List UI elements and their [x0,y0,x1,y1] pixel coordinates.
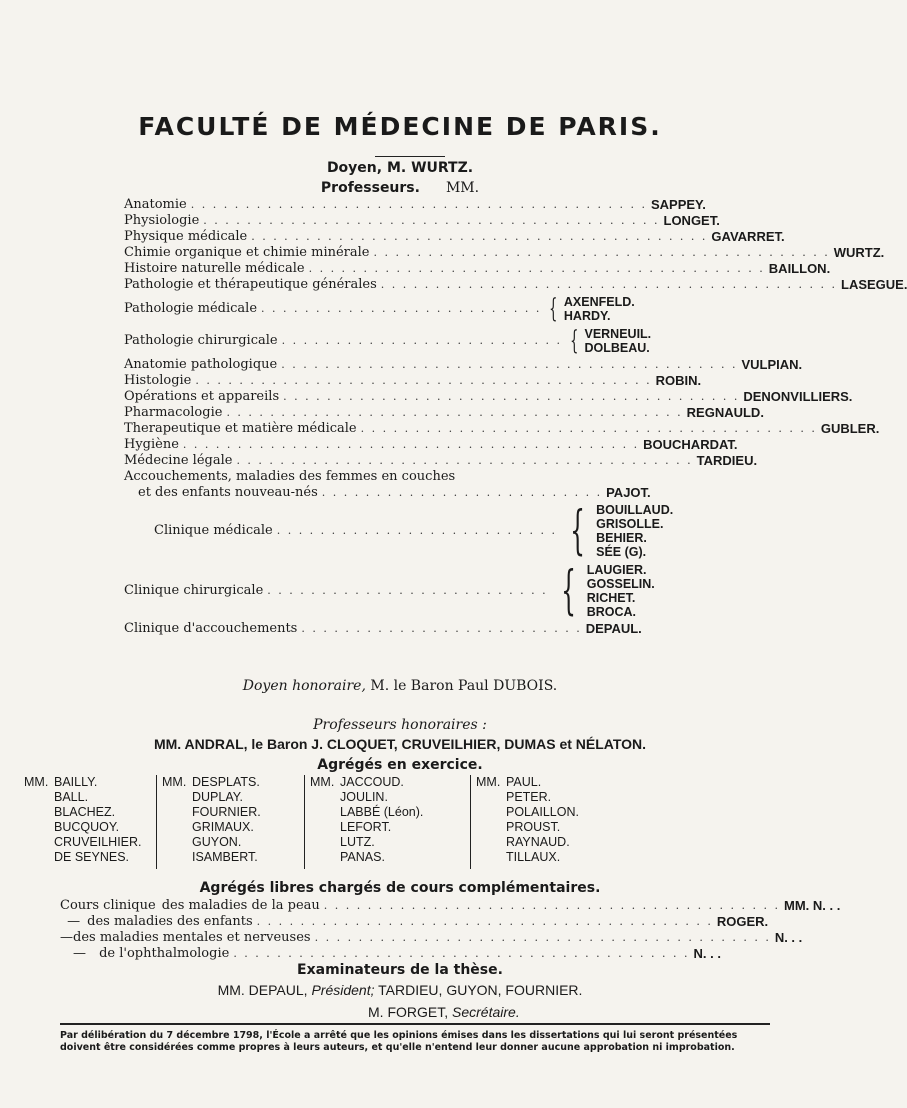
cours-name: ROGER. [716,914,769,929]
agrege-name: RAYNAUD. [506,835,570,849]
list-item [124,405,764,421]
professor-names [561,503,684,559]
agrege-name: PAUL. [506,775,542,789]
examinateurs-heading: Examinateurs de la thèse. [297,962,503,978]
exam-president: Président; [311,982,375,998]
footer-rule [60,1023,770,1025]
cours-subject: des maladies des enfants [87,914,253,929]
professor-name: RICHET. [586,591,636,605]
professor-name: GOSSELIN. [586,577,655,591]
subject: Opérations et appareils [124,389,280,404]
leader-dots: . . . . . . . . . . . . . . . . . . . . . . . . . . . . . . . . . . . . . . . . . . [323,899,781,912]
cours-prefix: — [60,930,73,945]
subject: Clinique chirurgicale [124,583,264,598]
professor-name: HARDY. [563,309,611,323]
secretaire-name: M. FORGET, [368,1004,449,1020]
mm-label: MM. [162,775,187,789]
column-separator [470,775,471,869]
professor-name: REGNAULD. [686,405,764,420]
subject: Pathologie médicale [124,301,258,316]
leader-dots: . . . . . . . . . . . . . . . . . . . . . . . . . . . . . . . . . . . . . . . . . . [190,198,647,211]
cours-prefix: — [67,914,81,929]
leader-dots: . . . . . . . . . . . . . . . . . . . . . . . . . . . . . . . . . . . . . . . . . . [256,915,713,928]
mm-label: MM. [24,775,49,789]
professor-name: GAVARRET. [711,229,785,244]
list-item [124,261,831,277]
list-item [124,437,738,453]
professor-name: WURTZ. [833,245,885,260]
list-item [124,421,880,437]
examinateurs-line [0,982,800,998]
professor-names [545,295,684,323]
cours-subject: de l'ophthalmologie [99,946,230,961]
agrege-name: CRUVEILHIER. [54,835,142,849]
leader-dots: . . . . . . . . . . . . . . . . . . . . . . . . . . [276,524,558,537]
exam-prefix: MM. DEPAUL, [217,982,308,998]
doyen-honoraire [0,678,800,694]
professeurs-heading [0,180,800,196]
agrege-name: DUPLAY. [192,790,243,804]
cours-list [60,898,841,962]
professor-name: LAUGIER. [586,563,647,577]
leader-dots: . . . . . . . . . . . . . . . . . . . . . . . . . . . . . . . . . . . . . . . . . . [195,374,652,387]
subject: et des enfants nouveau-nés [138,485,318,500]
title-rule [375,156,445,157]
subject: Histologie [124,373,192,388]
list-item [124,213,720,229]
agrege-name: BALL. [54,790,89,804]
mm-label: MM. [310,775,335,789]
leader-dots: . . . . . . . . . . . . . . . . . . . . . . . . . . . . . . . . . . . . . . . . . . [203,214,660,227]
leader-dots: . . . . . . . . . . . . . . . . . . . . . . . . . . . . . . . . . . . . . . . . . . [233,947,690,960]
professor-name: LASEGUE. [841,277,907,292]
agreges-column [476,775,579,865]
professor-name: GUBLER. [820,421,880,436]
agrege-name: GUYON. [192,835,242,849]
column-separator [304,775,305,869]
agrege-name: GRIMAUX. [192,820,254,834]
cours-subject: des maladies de la peau [161,898,320,913]
subject: Chimie organique et chimie minérale [124,245,370,260]
agrege-name: POLAILLON. [506,805,579,819]
list-item [60,898,841,914]
professor-name: BOUCHARDAT. [643,437,738,452]
cours-name: N. . . [774,930,803,945]
professor-name: GRISOLLE. [596,517,664,531]
agrege-name: PROUST. [506,820,561,834]
doyen-honoraire-label: Doyen honoraire, [242,678,366,694]
leader-dots: . . . . . . . . . . . . . . . . . . . . . . . . . . . . . . . . . . . . . . . . . . [281,358,738,371]
faculty-title: FACULTÉ DE MÉDECINE DE PARIS. [138,112,662,141]
list-item [124,485,684,501]
leader-dots: . . . . . . . . . . . . . . . . . . . . . . . . . . [267,584,548,597]
professor-name: ROBIN. [655,373,702,388]
subject: Histoire naturelle médicale [124,261,305,276]
list-item [124,293,684,325]
subject: Pharmacologie [124,405,223,420]
subject: Pathologie et thérapeutique générales [124,277,377,292]
leader-dots: . . . . . . . . . . . . . . . . . . . . . . . . . . [261,302,542,315]
leader-dots: . . . . . . . . . . . . . . . . . . . . . . . . . . . . . . . . . . . . . . . . . . [360,422,817,435]
professor-name: DEPAUL. [585,621,642,636]
agreges-heading: Agrégés en exercice. [317,757,483,773]
agrege-name: JOULIN. [340,790,388,804]
agrege-name: PETER. [506,790,552,804]
cours-name: N. . . [693,946,721,961]
secretaire-title: Secrétaire. [452,1004,520,1020]
list-item [124,621,684,637]
agrege-name: TILLAUX. [506,850,561,864]
list-item [124,357,803,373]
leader-dots: . . . . . . . . . . . . . . . . . . . . . . . . . . . . . . . . . . . . . . . . . . [182,438,640,451]
leader-dots: . . . . . . . . . . . . . . . . . . . . . . . . . . . . . . . . . . . . . . . . . . [283,390,740,403]
exam-rest: TARDIEU, GUYON, FOURNIER. [378,982,583,998]
list-item [124,469,684,485]
agrege-name: LABBÉ (Léon). [340,805,424,819]
subject: Anatomie pathologique [124,357,278,372]
professor-name: DOLBEAU. [584,341,650,355]
doyen-honoraire-name: M. le Baron Paul DUBOIS. [370,678,558,694]
list-item [124,245,885,261]
leader-dots: . . . . . . . . . . . . . . . . . . . . . . . . . . . . . . . . . . . . . . . . . . [314,931,771,944]
list-item [60,930,803,946]
secretaire-line [368,1004,520,1020]
doyen-line: Doyen, M. WURTZ. [326,160,474,176]
libres-heading: Agrégés libres chargés de cours complémentaires. [199,880,601,896]
professor-name: BOUILLAUD. [596,503,674,517]
agrege-name: JACCOUD. [340,775,404,789]
agrege-name: BAILLY. [54,775,98,789]
mm-label: MM. [476,775,501,789]
mm-label: MM. [445,180,480,196]
list-item [60,914,770,930]
cours-prefix: Cours clinique [60,898,156,913]
leader-dots: . . . . . . . . . . . . . . . . . . . . . . . . . . . . . . . . . . . . . . . . . . [308,262,765,275]
subject: Therapeutique et matière médicale [124,421,357,436]
professeurs-list [124,197,907,637]
professor-name: SAPPEY. [650,197,706,212]
brace: { [570,501,586,561]
agrege-name: BLACHEZ. [54,805,116,819]
agrege-name: ISAMBERT. [192,850,258,864]
cours-name: MM. N. . . [784,898,841,913]
professor-names [566,327,684,355]
cours-prefix: — [73,946,87,961]
professor-name: VERNEUIL. [584,327,652,341]
professor-name: VULPIAN. [741,357,803,372]
brace: { [570,326,579,356]
list-item [124,229,785,245]
leader-dots: . . . . . . . . . . . . . . . . . . . . . . . . . . . . . . . . . . . . . . . . . . [251,230,708,243]
leader-dots: . . . . . . . . . . . . . . . . . . . . . . . . . . . . . . . . . . . . . . . . . . [236,454,693,467]
subject: Clinique d'accouchements [124,621,298,636]
subject: Anatomie [124,197,187,212]
subject: Pathologie chirurgicale [124,333,278,348]
list-item [124,389,853,405]
agreges-column [162,775,261,865]
agrege-name: DESPLATS. [192,775,260,789]
agreges-column [310,775,423,865]
list-item [124,325,684,357]
deliberation-note: Par délibération du 7 décembre 1798, l'École a arrêté que les opinions émises dans les dissertations qui lui seront présentées doivent être considérées comme propres à leurs auteurs, et qu'elle n'entend leur donner aucune approbation ni improbation. [60,1030,738,1053]
leader-dots: . . . . . . . . . . . . . . . . . . . . . . . . . . [281,334,562,347]
professor-name: SÉE (G). [596,545,647,559]
leader-dots: . . . . . . . . . . . . . . . . . . . . . . . . . . . . . . . . . . . . . . . . . . [226,406,683,419]
professeurs-label: Professeurs. [320,180,420,196]
leader-dots: . . . . . . . . . . . . . . . . . . . . . . . . . . . . . . . . . . . . . . . . . . [373,246,830,259]
brace: { [549,294,558,324]
subject: Physique médicale [124,229,248,244]
leader-dots: . . . . . . . . . . . . . . . . . . . . . . . . . . [321,486,603,499]
professor-name: BAILLON. [768,261,831,276]
leader-dots: . . . . . . . . . . . . . . . . . . . . . . . . . . . . . . . . . . . . . . . . . . [380,278,838,291]
list-item [124,501,684,561]
professor-name: AXENFELD. [563,295,635,309]
cours-subject: des maladies mentales et nerveuses [73,930,311,945]
agrege-name: DE SEYNES. [54,850,130,864]
subject: Médecine légale [124,453,233,468]
professor-name: BEHIER. [596,531,647,545]
subject: Clinique médicale [154,523,273,538]
agrege-name: FOURNIER. [192,805,261,819]
agrege-name: BUCQUOY. [54,820,120,834]
subject: Physiologie [124,213,200,228]
prof-honoraires-heading: Professeurs honoraires : [313,717,487,733]
list-item [124,561,684,621]
subject: Hygiène [124,437,179,452]
list-item [124,453,758,469]
professor-name: BROCA. [586,605,637,619]
professor-names [552,563,684,619]
professor-name: DENONVILLIERS. [743,389,853,404]
column-separator [156,775,157,869]
subject: Accouchements, maladies des femmes en couches [124,469,456,484]
leader-dots: . . . . . . . . . . . . . . . . . . . . . . . . . . [301,622,582,635]
agrege-name: LUTZ. [340,835,375,849]
prof-honoraires-names: MM. ANDRAL, le Baron J. CLOQUET, CRUVEILHIER, DUMAS et NÉLATON. [153,736,647,752]
brace: { [560,561,576,621]
professor-name: PAJOT. [606,485,651,500]
agrege-name: LEFORT. [340,820,392,834]
list-item [124,197,706,213]
list-item [60,946,770,962]
professor-name: LONGET. [663,213,720,228]
list-item [124,277,907,293]
agrege-name: PANAS. [340,850,385,864]
professor-name: TARDIEU. [696,453,758,468]
agreges-table [24,775,794,875]
list-item [124,373,702,389]
agreges-column [24,775,142,865]
